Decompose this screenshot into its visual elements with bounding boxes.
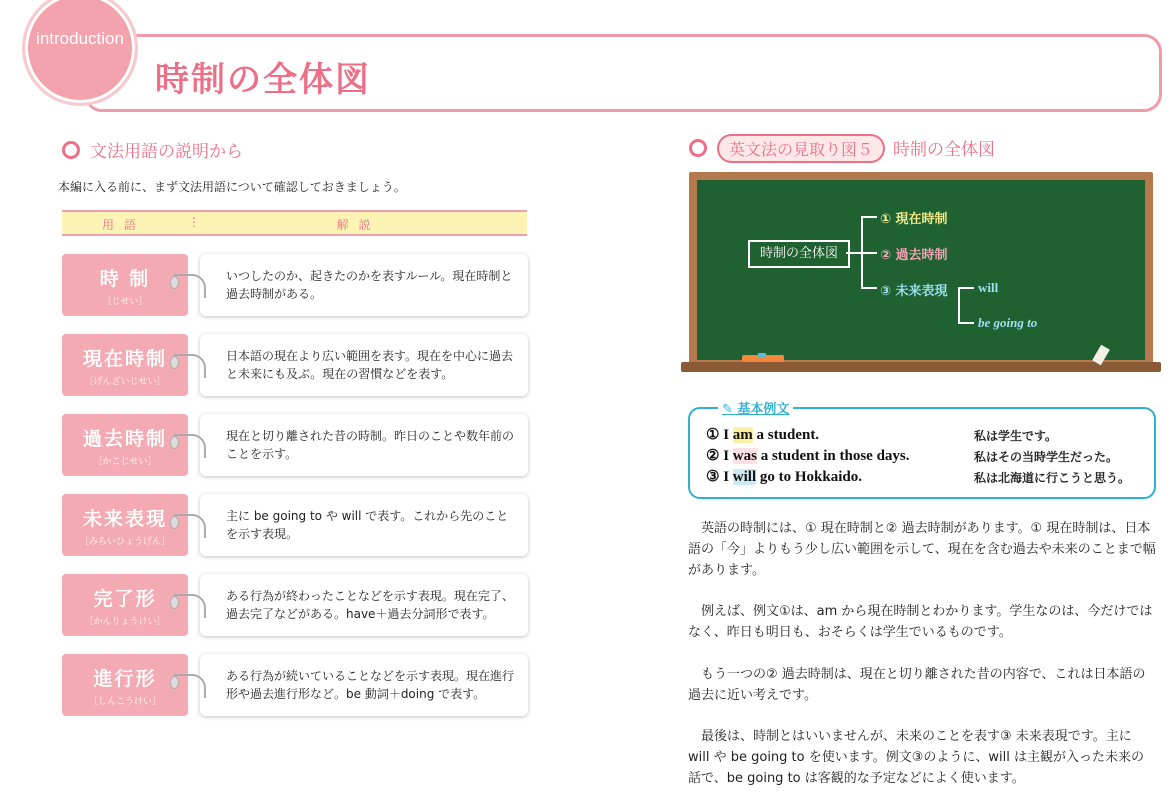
example-text: I <box>723 427 733 443</box>
term-description <box>200 414 528 476</box>
example-verb: will <box>732 469 757 485</box>
diagram-connector <box>861 252 877 254</box>
right-section-title-text: 時制の全体図 <box>893 140 996 160</box>
term-card <box>62 334 188 396</box>
body-paragraph: 英語の時制には、① 現在時制と② 過去時制があります。① 現在時制は、日本語の「今」よりもう少し広い範囲を示して、現在を含む過去や未来のことまで幅があります。 <box>688 521 1156 578</box>
term-description-text: 主に be going to や will で表す。これから先のことを示す表現。 <box>226 509 509 541</box>
term-reading: ［げんざいじせい］ <box>84 377 166 387</box>
branch-be-going-to: be going to <box>978 315 1038 330</box>
term-card <box>62 254 188 316</box>
branch-future: ③ 未来表現 <box>880 284 948 299</box>
hook-icon <box>174 594 206 618</box>
term-description <box>200 574 528 636</box>
example-number: ③ <box>706 469 720 485</box>
term-word: 現在時制 <box>82 348 167 370</box>
diagram-connector <box>846 252 862 254</box>
term-row <box>62 414 528 478</box>
term-reading: ［かんりょうけい］ <box>84 617 166 627</box>
term-description <box>200 334 528 396</box>
example-verb: am <box>732 427 753 443</box>
term-word: 進行形 <box>93 668 157 690</box>
example-text: go to Hokkaido. <box>756 469 862 485</box>
example-text: a student. <box>752 427 820 443</box>
example-japanese: 私は学生です。 <box>974 429 1058 443</box>
term-row <box>62 654 528 718</box>
term-word: 完了形 <box>93 588 157 610</box>
example-english <box>706 425 819 444</box>
left-section-title-text: 文法用語の説明から <box>90 142 243 162</box>
chapter-pill: 英文法の見取り図５ <box>717 134 885 163</box>
example-verb: was <box>732 448 757 464</box>
intro-text: 本編に入る前に、まず文法用語について確認しておきましょう。 <box>58 180 406 194</box>
eraser-band <box>758 353 766 358</box>
diagram-connector <box>958 287 960 323</box>
example-box-title-text: 基本例文 <box>737 402 790 417</box>
body-paragraph: 最後は、時制とはいいませんが、未来のことを表す③ 未来表現です。主に will や be going to を使います。例文③のように、will は主観が入った未来の話で、be going to は客観的な予定などによく使います。 <box>688 729 1144 786</box>
term-row <box>62 254 528 318</box>
diagram-connector <box>861 216 877 218</box>
term-reading: ［しんこうけい］ <box>88 697 161 707</box>
example-english <box>706 467 862 486</box>
hook-icon <box>174 434 206 458</box>
term-word: 時 制 <box>99 268 151 290</box>
term-description <box>200 494 528 556</box>
term-card <box>62 574 188 636</box>
page-title: 時制の全体図 <box>155 60 371 100</box>
term-description <box>200 654 528 716</box>
term-reading: ［かこじせい］ <box>93 457 157 467</box>
term-description-text: いつしたのか、起きたのかを表すルール。現在時制と過去時制がある。 <box>226 269 513 301</box>
term-word: 過去時制 <box>82 428 167 450</box>
example-english <box>706 446 910 465</box>
term-description-text: 現在と切り離された昔の時制。昨日のことや数年前のことを示す。 <box>226 429 515 461</box>
table-header <box>62 210 527 236</box>
example-text: a student in those days. <box>756 448 910 464</box>
term-description <box>200 254 528 316</box>
hook-icon <box>174 354 206 378</box>
diagram-connector <box>958 287 974 289</box>
location-pin-icon <box>689 139 707 157</box>
example-text: I <box>723 469 733 485</box>
hook-icon <box>174 274 206 298</box>
badge-label: introduction <box>36 29 124 48</box>
example-number: ① <box>706 427 720 443</box>
example-box-title: ✎ 基本例文 <box>718 398 793 417</box>
term-word: 未来表現 <box>82 508 167 530</box>
table-header-term: 用語 <box>101 218 146 232</box>
right-section-title <box>689 134 995 163</box>
branch-past: ② 過去時制 <box>880 248 948 263</box>
body-paragraph: 例えば、例文①は、am から現在時制とわかります。学生なのは、今だけではなく、昨日も明日も、おそらくは学生でいるものです。 <box>688 604 1153 640</box>
blackboard <box>697 180 1145 360</box>
hook-icon <box>174 514 206 538</box>
example-text: I <box>723 448 733 464</box>
term-description-text: ある行為が続いていることなどを示す表現。現在進行形や過去進行形など。be 動詞＋doing で表す。 <box>226 669 515 701</box>
table-header-desc: 解説 <box>336 218 381 232</box>
term-card <box>62 414 188 476</box>
body-paragraph: もう一つの② 過去時制は、現在と切り離された昔の内容で、これは日本語の過去に近い考えです。 <box>688 667 1146 703</box>
table-header-separator: ⋮ <box>188 215 200 229</box>
diagram-root: 時制の全体図 <box>748 240 850 268</box>
location-pin-icon <box>62 141 80 159</box>
left-section-title <box>62 137 243 162</box>
term-row <box>62 494 528 558</box>
example-japanese: 私は北海道に行こうと思う。 <box>974 471 1131 485</box>
term-row <box>62 574 528 638</box>
term-reading: ［じせい］ <box>102 297 148 307</box>
diagram-connector <box>958 322 974 324</box>
term-reading: ［みらいひょうげん］ <box>79 537 170 547</box>
example-japanese: 私はその当時学生だった。 <box>974 450 1119 464</box>
term-card <box>62 654 188 716</box>
diagram-connector <box>861 287 877 289</box>
term-description-text: ある行為が終わったことなどを示す表現。現在完了、過去完了などがある。have＋過去分詞形で表す。 <box>226 589 514 621</box>
term-card <box>62 494 188 556</box>
term-description-text: 日本語の現在より広い範囲を表す。現在を中心に過去と未来にも及ぶ。現在の習慣などを表す。 <box>226 349 514 381</box>
branch-will: will <box>978 280 999 295</box>
term-row <box>62 334 528 398</box>
hook-icon <box>174 674 206 698</box>
example-number: ② <box>706 448 720 464</box>
branch-present: ① 現在時制 <box>880 212 948 227</box>
chalk-tray <box>681 362 1161 372</box>
